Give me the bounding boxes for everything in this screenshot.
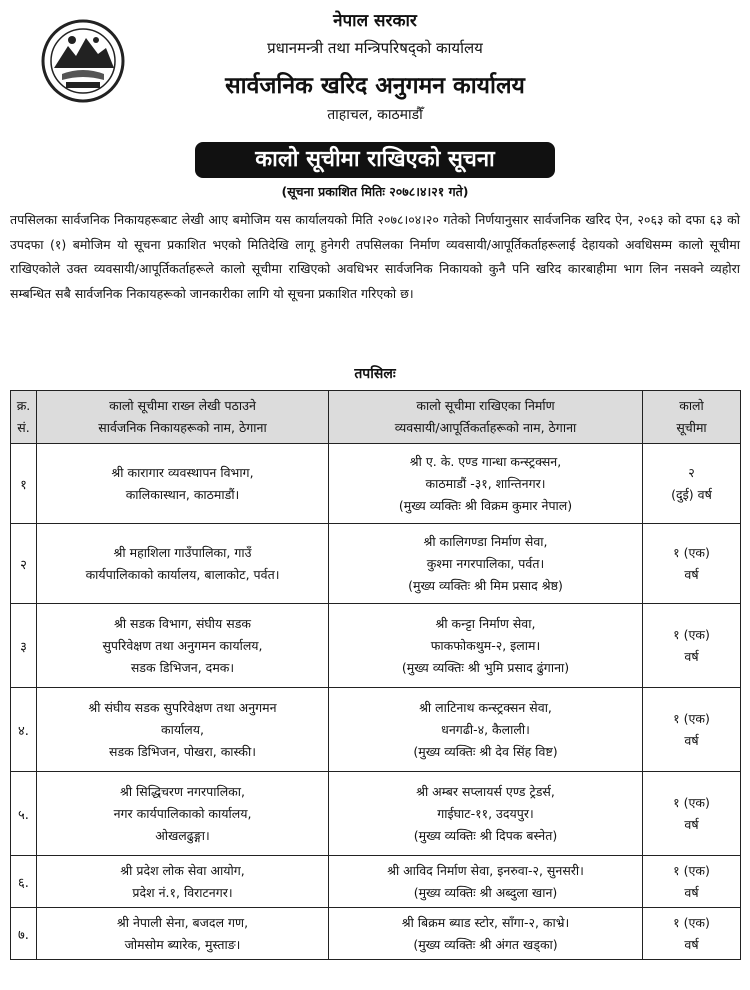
- row-agency: श्री महाशिला गाउँपालिका, गाउँ कार्यपालिकाको कार्यालय, बालाकोट, पर्वत।: [37, 524, 329, 604]
- header-duration: कालो सूचीमा: [643, 391, 741, 444]
- row-firm: श्री कालिगण्डा निर्माण सेवा, कुश्मा नगरपालिका, पर्वत। (मुख्य व्यक्तिः श्री मिम प्रसाद श्रेष्ठ): [329, 524, 643, 604]
- row-firm: श्री लाटिनाथ कन्स्ट्रक्सन सेवा, धनगढी-४, कैलाली। (मुख्य व्यक्तिः श्री देव सिंह विष्ट): [329, 688, 643, 772]
- row-agency: श्री कारागार व्यवस्थापन विभाग, कालिकास्थान, काठमाडौं।: [37, 444, 329, 524]
- row-sn: ७.: [11, 908, 37, 960]
- row-firm: श्री आविद निर्माण सेवा, इनरुवा-२, सुनसरी। (मुख्य व्यक्तिः श्री अब्दुला खान): [329, 856, 643, 908]
- row-duration: १ (एक) वर्ष: [643, 604, 741, 688]
- table-row: [11, 444, 741, 524]
- blacklist-table: [10, 390, 741, 960]
- header-agency: कालो सूचीमा राख्न लेखी पठाउने सार्वजनिक निकायहरूको नाम, ठेगाना: [37, 391, 329, 444]
- table-row: [11, 688, 741, 772]
- row-firm: श्री बिक्रम ब्याड स्टोर, साँगा-२, काभ्रे। (मुख्य व्यक्तिः श्री अंगत खड्का): [329, 908, 643, 960]
- row-duration: २ (दुई) वर्ष: [643, 444, 741, 524]
- row-agency: श्री प्रदेश लोक सेवा आयोग, प्रदेश नं.१, विराटनगर।: [37, 856, 329, 908]
- notice-banner: कालो सूचीमा राखिएको सूचना: [195, 142, 555, 178]
- table-row: [11, 604, 741, 688]
- row-agency: श्री नेपाली सेना, बजदल गण, जोमसोम ब्यारेक, मुस्ताङ।: [37, 908, 329, 960]
- header-firm: कालो सूचीमा राखिएका निर्माण व्यवसायी/आपूर्तिकर्ताहरूको नाम, ठेगाना: [329, 391, 643, 444]
- row-duration: १ (एक) वर्ष: [643, 856, 741, 908]
- row-firm: श्री अम्बर सप्लायर्स एण्ड ट्रेडर्स, गाईघाट-११, उदयपुर। (मुख्य व्यक्तिः श्री दिपक बस्नेत): [329, 772, 643, 856]
- row-duration: १ (एक) वर्ष: [643, 688, 741, 772]
- row-sn: ४.: [11, 688, 37, 772]
- row-duration: १ (एक) वर्ष: [643, 524, 741, 604]
- row-sn: ५.: [11, 772, 37, 856]
- header-sn: क्र. सं.: [11, 391, 37, 444]
- row-sn: ६.: [11, 856, 37, 908]
- table-row: [11, 856, 741, 908]
- table-row: [11, 908, 741, 960]
- table-row: [11, 772, 741, 856]
- row-agency: श्री सडक विभाग, संघीय सडक सुपरिवेक्षण तथा अनुगमन कार्यालय, सडक डिभिजन, दमक।: [37, 604, 329, 688]
- department-title: सार्वजनिक खरिद अनुगमन कार्यालय: [225, 73, 525, 99]
- office-title: प्रधानमन्त्री तथा मन्त्रिपरिषद्‌को कार्यालय: [267, 39, 483, 57]
- details-heading: तपसिलः: [354, 366, 396, 382]
- row-agency: श्री संघीय सडक सुपरिवेक्षण तथा अनुगमन कार्यालय, सडक डिभिजन, पोखरा, कास्की।: [37, 688, 329, 772]
- row-duration: १ (एक) वर्ष: [643, 772, 741, 856]
- row-sn: १: [11, 444, 37, 524]
- table-row: [11, 524, 741, 604]
- row-duration: १ (एक) वर्ष: [643, 908, 741, 960]
- row-firm: श्री कन्ट्टा निर्माण सेवा, फाकफोकथुम-२, इलाम। (मुख्य व्यक्तिः श्री भुमि प्रसाद ढुंगाना): [329, 604, 643, 688]
- gov-title: नेपाल सरकार: [333, 11, 417, 31]
- row-sn: २: [11, 524, 37, 604]
- row-sn: ३: [11, 604, 37, 688]
- published-date: (सूचना प्रकाशित मितिः २०७८।४।२१ गते): [281, 184, 469, 199]
- notice-paragraph: तपसिलका सार्वजनिक निकायहरूबाट लेखी आए बमोजिम यस कार्यालयको मिति २०७८।०४।२० गतेको निर्णयानुसार सार्वजनिक खरिद ऐन, २०६३ को दफा ६३ को उपदफा (१) बमोजिम यो सूचना प्रकाशित भएको मितिदेखि लागू हुनेगरी तपसिलका निर्माण व्यवसायी/आपूर्तिकर्ताहरूलाई देहायको अवधिसम्म कालो सूचीमा राखिएकोले उक्त व्यवसायी/आपूर्तिकर्ताहरूले कालो सूचीमा राखिएको अवधिभर सार्वजनिक निकायको कुनै पनि खरिद कारबाहीमा भाग लिन नसक्ने व्यहोरा सम्बन्धित सबै सार्वजनिक निकायहरूको जानकारीका लागि यो सूचना प्रकाशित गरिएको छ।: [10, 212, 740, 301]
- row-agency: श्री सिद्धिचरण नगरपालिका, नगर कार्यपालिकाको कार्यालय, ओखलढुङ्गा।: [37, 772, 329, 856]
- table-header-row: [11, 391, 741, 444]
- office-address: ताहाचल, काठमाडौँ: [327, 107, 423, 123]
- row-firm: श्री ए. के. एण्ड गान्धा कन्स्ट्रक्सन, काठमाडौं -३१, शान्तिनगर। (मुख्य व्यक्तिः श्री विक्रम कुमार नेपाल): [329, 444, 643, 524]
